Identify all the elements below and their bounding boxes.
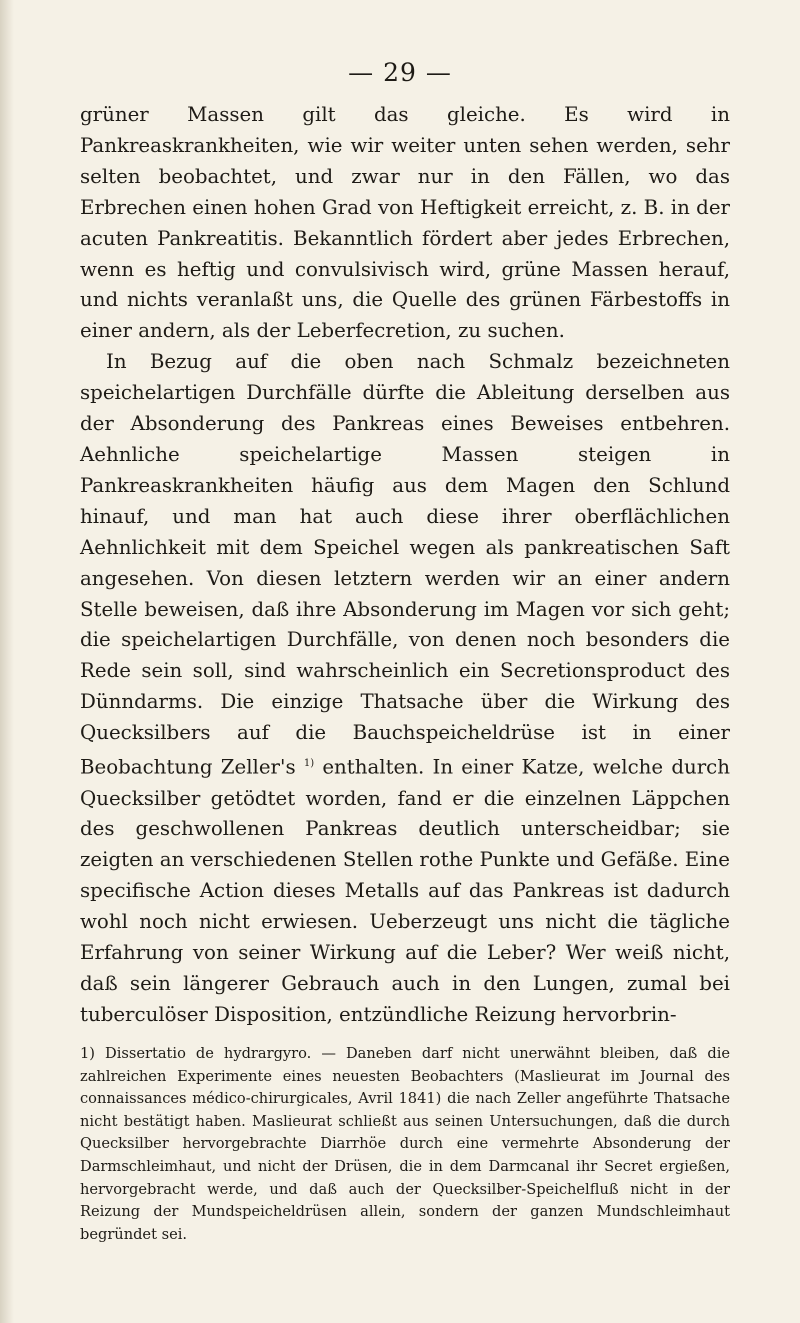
page-number: — 29 — [348, 58, 452, 87]
paragraph-2 [80, 347, 730, 1031]
page-edge-shadow [0, 0, 14, 1323]
footnote-marker: 1) [80, 1045, 95, 1062]
footnote [80, 1043, 730, 1246]
body-text [80, 100, 730, 1031]
footnote-reference: 1) [303, 758, 315, 770]
paragraph-2-text: In Bezug auf die oben nach Schmalz bezeichneten speichelartigen Durchfälle dürfte die Ableitung derselben aus der Absonderung des Pankreas eines Beweises entbehren. Aehnliche speichelartige Massen steigen in Pankreaskrankheiten häufig aus dem Magen den Schlund hinauf, und man hat auch diese ihrer oberflächlichen Aehnlichkeit mit dem Speichel wegen als pankreatischen Saft angesehen. Von diesen letztern werden wir an einer andern Stelle beweisen, daß ihre Absonderung im Magen vor sich geht; die speichelartigen Durchfälle, von denen noch besonders die Rede sein soll, sind wahrscheinlich ein Secretionsproduct des Dünndarms. Die einzige Thatsache über die Wirkung des Quecksilbers auf die Bauchspeicheldrüse ist in einer Beobachtung Zeller's [80, 350, 730, 779]
footnote-text: Dissertatio de hydrargyro. — Daneben darf nicht unerwähnt bleiben, daß die zahlreichen Experimente eines neuesten Beobachters (Maslieurat im Journal des connaissances médico-chirurgicales, Avril 1841) die nach Zeller angeführte Thatsache nicht bestätigt haben. Maslieurat schließt aus seinen Untersuchungen, daß die durch Quecksilber hervorgebrachte Diarrhöe durch eine vermehrte Absonderung der Darmschleimhaut, und nicht der Drüsen, die in dem Darmcanal ihr Secret ergießen, hervorgebracht werde, und daß auch der Quecksilber-Speichelfluß nicht in der Reizung der Mundspeicheldrüsen allein, sondern der ganzen Mundschleimhaut begründet sei. [80, 1045, 730, 1243]
paragraph-1: grüner Massen gilt das gleiche. Es wird in Pankreaskrankheiten, wie wir weiter unten sehen werden, sehr selten beobachtet, und zwar nur in den Fällen, wo das Erbrechen einen hohen Grad von Heftigkeit erreicht, z. B. in der acuten Pankreatitis. Bekanntlich fördert aber jedes Erbrechen, wenn es heftig und convulsivisch wird, grüne Massen herauf, und nichts veranlaßt uns, die Quelle des grünen Färbestoffs in einer andern, als der Leberfecretion, zu suchen. [80, 103, 730, 343]
paragraph-2-continuation: enthalten. In einer Katze, welche durch Quecksilber getödtet worden, fand er die einzelnen Läppchen des geschwollenen Pankreas deutlich unterscheidbar; sie zeigten an verschiedenen Stellen rothe Punkte und Gefäße. Eine specifische Action dieses Metalls auf das Pankreas ist dadurch wohl noch nicht erwiesen. Ueberzeugt uns nicht die tägliche Erfahrung von seiner Wirkung auf die Leber? Wer weiß nicht, daß sein längerer Gebrauch auch in den Lungen, zumal bei tuberculöser Disposition, entzündliche Reizung hervorbrin- [80, 755, 730, 1026]
